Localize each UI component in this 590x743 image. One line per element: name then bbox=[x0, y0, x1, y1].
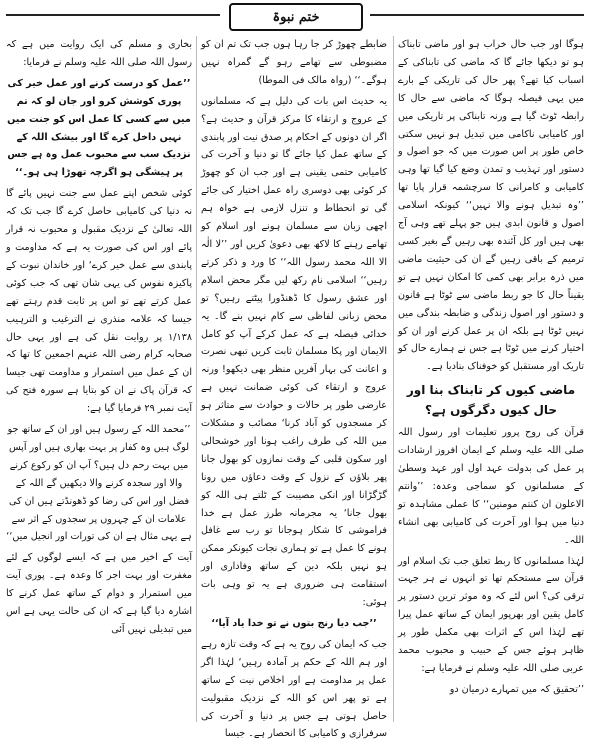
column-divider bbox=[393, 36, 394, 722]
article-column-middle bbox=[201, 36, 387, 740]
khatm-e-nubuwwat-logo: ختم نبوۃ bbox=[229, 3, 363, 31]
paragraph: ضابطے چھوڑ کر جا رہا ہوں جب تک تم ان کو مضبوطی سے تھامے رہو گے گمراہ نہیں ہوگے۔‘‘ (رواہ مالک فی الموطا) bbox=[201, 39, 387, 86]
poetry-quote: ’’جب دیا رنج بتوں نے تو خدا یاد آیا‘‘ bbox=[211, 618, 377, 629]
page-header bbox=[0, 0, 590, 30]
paragraph: قرآن کی روح پرور تعلیمات اور رسول اللہ صلی اللہ علیہ وسلم کے ایمان افروز ارشادات پر عمل کی بدولت عہد اول اور عہد وسطیٰ کے مسلمانوں کو سماجی وعدہ: ’’وانتم الاعلون ان کنتم مومنین‘‘ کا عملی مشاہدہ تو دنیا میں ہوا اور آخرت کی کامیابی بھی انشاء اللہ۔ bbox=[398, 427, 584, 546]
section-subheading: ماضی کیوں کر تابناک بنا اور حال کیوں دگرگوں ہے؟ bbox=[406, 383, 576, 418]
header-rule-right bbox=[370, 14, 584, 16]
paragraph: کوئی شخص اپنے عمل سے جنت نہیں پائے گا نہ دنیا کی کامیابی حاصل کرے گا جب تک کہ اللہ تعالیٰ کے نزدیک مقبول و محبوب نہ قرار پائے اور اس کی صورت یہ ہے کہ مداومت و پابندی سے عمل خیر کرے‘ اور خاندان نبوت کے پاکیزہ نفوس کی یہی شان تھی کہ جب کوئی عمل کرتے تھے تو اس پر ثابت قدم رہتے تھے جیسا کہ علامہ منذری نے الترغیب و الترہیب ۱/۱۳۸ پر روایت نقل کی ہے اور یہی حال صحابہ کرام رضی اللہ عنہم اجمعین کا تھا کہ ان کے عمل میں استمرار و مداومت تھی جیسا کہ قرآن پاک نے ان کو بتایا ہے سورہ فتح کی آیت نمبر ۲۹ فرمایا گیا ہے: bbox=[6, 188, 192, 415]
header-rule-left bbox=[6, 14, 220, 16]
paragraph: ہوگا اور جب حال خراب ہو اور ماضی تابناک ہو تو دیکھا جائے گا کہ ماضی کی تابناکی کے اسباب کیا تھے؟ پھر حال کی تاریکی کے بارے میں یہی فیصلہ ہوگا کہ ماضی سے حال کا رابطہ ٹوٹ گیا ہے ورنہ تابناکی پر تاریکی میں اور کامیابی ناکامی میں تبدیل ہو نہیں سکتی خاص طور پر اس صورت میں کہ جو اصول و دستور اور تہذیب و تمدن وضع کیا گیا تھا وہی کامیابی و کامرانی کا سرچشمہ قرار پایا تھا ’’وہ تبدیل ہونے والا نہیں‘‘ کیونکہ اسلامی اصول و قانون ابدی ہیں جو پہلے تھے وہی آج بھی ہیں اور کل آئندہ بھی رہیں گے بغیر کسی ترمیم کے باقی رہیں گے ان کی حیثیت ماضی میں ذرہ برابر بھی کمی کا امکان نہیں ہے تو یقیناً حال کا جو ربط ماضی سے ٹوٹا ہے قانون و دستور اور اصول زندگی و ضابطہ بندگی میں نہیں ٹوٹا ہے بلکہ ان پر عمل کرنے اور ان کو اختیار کرنے میں ٹوٹا ہے جس نے ہمارے حال کو تاریک اور مستقبل کو خوفناک بنادیا ہے۔ bbox=[398, 39, 584, 373]
paragraph: ’’تحقیق کہ میں تمہارے درمیان دو bbox=[449, 683, 584, 695]
paragraph: آیت کے اخیر میں ہے کہ ایسے لوگوں کے لئے مغفرت اور بہت اجر کا وعدہ ہے۔ پوری آیت میں استمرار و دوام کے ساتھ عمل کرنے کا اشارہ دیا گیا ہے کہ ان کی حالت یہی ہے اس میں تبدیلی نہیں آئی bbox=[6, 552, 192, 635]
column-divider bbox=[196, 36, 197, 722]
paragraph: یہ حدیث اس بات کی دلیل ہے کہ مسلمانوں کے عروج و ارتقاء کا مرکز قرآن و حدیث ہے؟ اگر ان دونوں کے احکام پر صدق نیت اور پابندی کے ساتھ عمل کیا جائے گا تو دنیا و آخرت کی کامیابی حتمی یقینی ہے اور جب ان کو چھوڑ کر کوئی بھی دوسری راہ عمل اختیار کی جائے گی تو انحطاط و تنزل لازمی ہے خواہ ہم اچھی زبان سے مسلمان ہونے اور اسلام کو تھامے رہنے کا لاکھ بھی دعویٰ کریں اور ’’لا الٰہ الا اللہ محمد رسول اللہ‘‘ کا ورد و ذکر کرتے رہیں‘‘ اسلامی نام رکھ لیں مگر محض اسلام اور عشق رسول کا ڈھنڈورا پیٹتے رہیں؟ تو محض زبانی لفاظی سے کام نہیں بنے گا۔ یہ خدائی فیصلہ ہے کہ عمل کرکے آپ کو کامل الایمان اور پکا مسلمان ثابت کریں تبھی نصرت و اعانت کی بہار آفریں منظر بھی دیکھو! ورنہ عروج و ارتقاء کی کوئی ضمانت نہیں ہے عارضی طور پر حالات و حوادث سے متاثر ہو کر مسجدوں کو آباد کرنا‘ مصائب و مشکلات میں اللہ کی طرف راغب ہونا اور خوشحالی اور سکون قلبی کے وقت نمازوں کو بھول جانا پھر بلاؤں کے نزول کے وقت دعاؤں میں رونا گڑگڑانا اور انکی مصیبت کے ٹلتے ہی اللہ کو بھول جانا‘ یہ مجرمانہ طرز عمل ہے خدا فراموشی کا شکار ہوجانا تو رب سے غافل ہونے کا عمل ہے تو ہماری نجات کیونکر ممکن ہو نہیں بلکہ دین کے ساتھ وفاداری اور استقامت ہی ضروری ہے یہ تو وہی بات ہوئی: bbox=[201, 95, 387, 609]
quran-verse-translation: ’’محمد اللہ کے رسول ہیں اور ان کے ساتھ جو لوگ ہیں وہ کفار پر بہت بھاری ہیں اور آپس میں بہت رحم دل ہیں؟ آپ ان کو رکوع کرنے والا اور سجدہ کرنے والا دیکھیں گے اللہ کے فضل اور اس کی رضا کو ڈھونڈتے ہیں ان کی علامات ان کے چہروں پر سجدوں کے اثر سے ہے یہی مثال ہے ان کی تورات اور انجیل میں‘‘ bbox=[6, 424, 192, 543]
paragraph: بخاری و مسلم کی ایک روایت میں ہے کہ رسول اللہ صلی اللہ علیہ وسلم نے فرمایا: bbox=[6, 39, 192, 68]
paragraph: جب کہ ایمان کی روح یہ ہے کہ وقت تازہ رہے اور ہم اللہ کے حکم پر آمادہ رہیں‘ لہٰذا اگر عمل پر مداومت ہے اور اخلاص نیت کے ساتھ ہے تو پھر اس کو اللہ کے نزدیک مقبولیت حاصل ہوتی ہے جس پر دنیا و آخرت کی سرفرازی و کامیابی کا انحصار ہے۔ جیسا bbox=[201, 638, 387, 740]
article-column-right bbox=[398, 36, 584, 722]
article-column-left bbox=[6, 36, 192, 722]
hadith-quote: ’’عمل کو درست کرنے اور عمل خیر کی پوری کوشش کرو اور جان لو کہ تم میں سے کسی کا عمل اس کو جنت میں نہیں داخل کرے گا اور بیشک اللہ کے نزدیک سب سے محبوب عمل وہ ہے جس پر ہیشگی ہو اگرچہ تھوڑا ہی ہو۔‘‘ bbox=[7, 77, 191, 179]
paragraph: لہٰذا مسلمانوں کا ربط تعلق جب تک اسلام اور قرآن سے مستحکم تھا تو انہوں نے ہر جہت ترقی کی؟ اس لئے کہ وہ موثر ترین دستور پر کامل یقین اور بھرپور ایمان کے ساتھ عمل پیرا تھے لہٰذا اس کے اثرات بھی مکمل طور پر ظاہر ہوئے جس کے حبیب و محبوب محمد عربی صلی اللہ علیہ وسلم نے فرمایا ہے: bbox=[398, 555, 584, 674]
